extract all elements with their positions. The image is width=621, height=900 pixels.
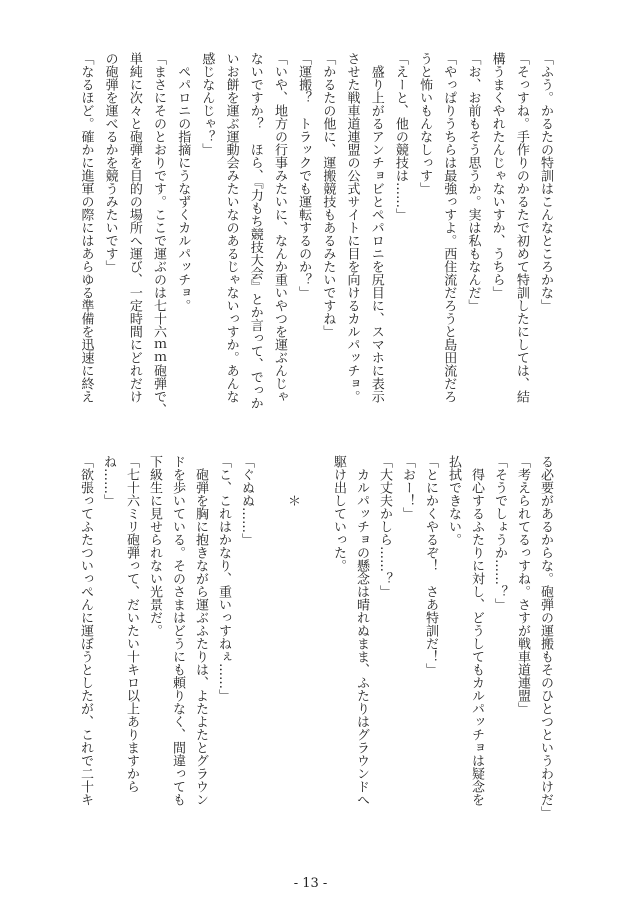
text-column: 盛り上がるアンチョビとペパロニを尻目に、スマホに表示 [368,52,384,403]
text-column: カルパッチョの懸念は晴れぬまま、ふたりはグラウンドへ [354,455,369,806]
text-column: 払拭できない。 [446,455,461,546]
text-column: うと怖いもんなしっす」 [417,52,433,195]
text-column: ね……」 [101,455,116,507]
text-column: 駆け出していった。 [331,455,346,572]
text-column: いお餅を運ぶ運動会みたいなのあるじゃないっすか。あんな [223,52,239,403]
text-column: 砲弾を胸に抱きながら運ぶふたりは、よたよたとグラウン [193,455,208,806]
text-column: 「お、お前もそう思うか。実は私もなんだ」 [465,52,481,312]
text-column: 「七十六ミリ砲弾って、だいたい十キロ以上ありますから [124,455,139,793]
text-column: 「かるたの他に、運搬競技もあるみたいですね」 [320,52,336,338]
text-column: 「まさにそのとおりです。ここで運ぶのは七十六ｍｍ砲弾で、 [151,52,166,416]
upper-text-block [73,52,557,422]
text-column: ペパロニの指摘にうなずくカルパッチョ。 [175,52,191,312]
text-column: 「なるほど。確かに進軍の際にはあらゆる準備を迅速に終え [78,52,94,403]
page-number: - 13 - [293,876,328,891]
text-column: 「そっすね。手作りのかるたで初めて特訓したにしては、結 [513,52,529,403]
text-column: ＊ [285,455,300,507]
text-column: る必要があるからな。砲弾の運搬もそのひとつというわけだ」 [538,455,553,819]
text-column: 「考えられてるっすね。さすが戦車道連盟」 [515,455,530,715]
text-column: 単純に次々と砲弾を目的の場所へ運び、一定時間にどれだけ [126,52,142,403]
lower-text-block [74,455,557,825]
text-column: 「おー！」 [400,455,415,520]
text-column: 「運搬？ トラックでも運転するのか？」 [296,52,312,299]
text-column: させた戦車道連盟の公式サイトに目を向けるカルパッチョ。 [344,52,360,403]
text-column: 「ぐぬぬ……」 [239,455,254,546]
text-column: 「とにかくやるぞ！ さあ特訓だ！」 [423,455,438,676]
text-column: ドを歩いている。そのさまはどうにも頼りなく、間違っても [170,455,185,806]
text-column: 「大丈夫かしら……？」 [377,455,392,598]
text-column: 得心するふたりに対し、どうしてもカルパッチョは疑念を [469,455,484,806]
text-column: 「ふう。かるたの特訓はこんなところかな」 [538,52,553,312]
text-column: 「いや、地方の行事みたいに、なんか重いやつを運ぶんじゃ [271,52,287,403]
text-column: 構うまくやれたんじゃないすか、うちら」 [489,52,505,299]
text-column: 「こ、これはかなり、重いっすねぇ……」 [216,455,231,702]
text-column: 感じなんじゃ？」 [199,52,215,156]
text-column: 「やっぱりうちらは最強っすよ。西住流だろうと島田流だろ [441,52,457,403]
text-column: 「えーと、他の競技は……」 [392,52,408,221]
text-column: 「そうでしょうか……？」 [492,455,507,611]
text-column [258,455,281,825]
text-column: 下級生に見せられない光景だ。 [147,455,162,637]
text-column: 「欲張ってふたついっぺんに運ぼうとしたが、これで二十キ [78,455,93,806]
text-column: の砲弾を運べるかを競うみたいです」 [102,52,118,273]
text-column [304,455,327,825]
text-column: ないですか？ ほら、『力もち競技大会』とか言って、でっか [247,52,263,410]
